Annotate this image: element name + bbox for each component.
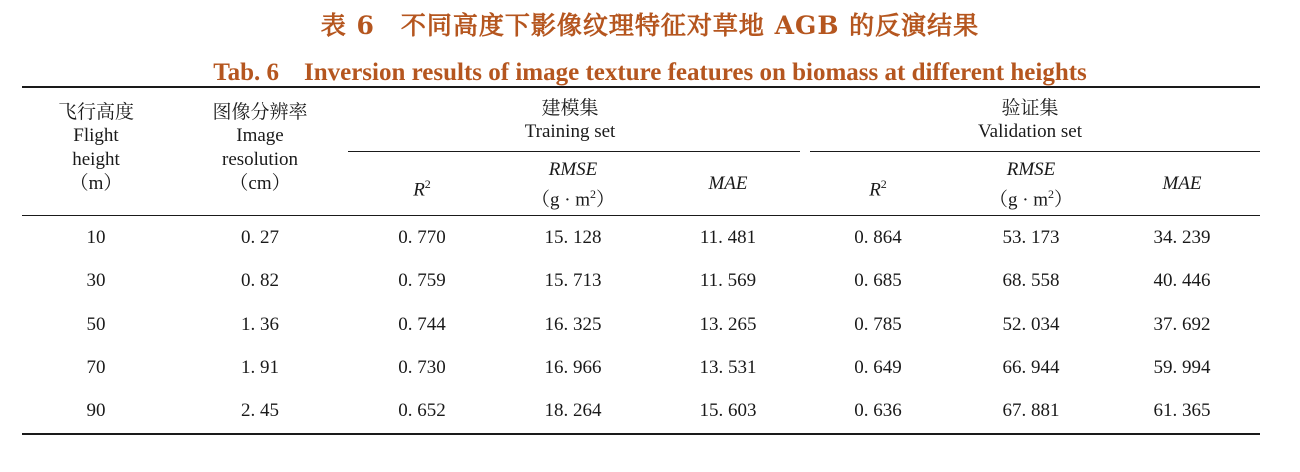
cell-train-mae: 13. 265 (699, 314, 757, 335)
header-training-set-en: Training set (524, 121, 616, 142)
rmse-unit-sup: 2 (590, 187, 597, 201)
header-training-r2 (372, 172, 472, 202)
header-validation-set-cn: 验证集 (1001, 97, 1059, 119)
cell-resolution: 0. 82 (241, 270, 279, 291)
cell-resolution: 1. 91 (241, 357, 279, 378)
cell-valid-r2: 0. 636 (854, 400, 902, 421)
cell-train-mae: 13. 531 (699, 357, 757, 378)
header-flight-height-unit: （m） (69, 173, 123, 194)
cell-train-r2: 0. 744 (398, 314, 446, 335)
header-flight-height-en1: Flight (73, 125, 119, 146)
cell-flight-height: 30 (86, 270, 106, 291)
header-training-set-cn: 建模集 (541, 97, 599, 119)
r2-label: R (413, 179, 425, 201)
cell-train-r2: 0. 652 (398, 400, 446, 421)
cell-resolution: 0. 27 (241, 227, 279, 248)
cell-valid-r2: 0. 785 (854, 314, 902, 335)
header-validation-set-en: Validation set (978, 121, 1082, 142)
header-bottom-rule (22, 215, 1260, 216)
rmse-unit (966, 182, 1096, 212)
r2-sup: 2 (880, 177, 887, 191)
rmse-unit-open: （g · m (988, 189, 1049, 211)
cell-train-rmse: 16. 325 (544, 314, 602, 335)
cell-resolution: 2. 45 (241, 400, 279, 421)
cell-train-rmse: 15. 713 (544, 270, 602, 291)
rmse-unit-sup: 2 (1048, 187, 1055, 201)
cell-valid-rmse: 52. 034 (1002, 314, 1060, 335)
header-flight-height-cn: 飞行高度 (57, 101, 134, 123)
cell-flight-height: 70 (86, 357, 106, 378)
cell-resolution: 1. 36 (241, 314, 279, 335)
r2-label: R (869, 179, 881, 201)
cell-train-rmse: 15. 128 (544, 227, 602, 248)
cell-valid-mae: 59. 994 (1153, 357, 1211, 378)
header-image-resolution-en2: resolution (222, 149, 298, 170)
cell-train-r2: 0. 770 (398, 227, 446, 248)
cell-flight-height: 90 (86, 400, 106, 421)
cell-valid-r2: 0. 649 (854, 357, 902, 378)
header-validation-set (940, 96, 1120, 144)
r2-sup: 2 (424, 177, 431, 191)
cell-valid-mae: 37. 692 (1153, 314, 1211, 335)
validation-group-line (810, 151, 1260, 152)
bottom-rule (22, 433, 1260, 435)
rmse-label: RMSE (1006, 159, 1056, 180)
header-training-mae: MAE (708, 173, 748, 194)
cell-train-mae: 11. 481 (699, 227, 757, 248)
cell-valid-mae: 34. 239 (1153, 227, 1211, 248)
header-validation-mae: MAE (1162, 173, 1202, 194)
caption-en: Tab. 6 Inversion results of image texture features on biomass at different heights (213, 59, 1087, 86)
cell-train-rmse: 16. 966 (544, 357, 602, 378)
cell-valid-rmse: 53. 173 (1002, 227, 1060, 248)
header-training-set (480, 96, 660, 144)
header-image-resolution-cn: 图像分辨率 (212, 101, 308, 123)
cell-valid-rmse: 67. 881 (1002, 400, 1060, 421)
header-validation-r2 (828, 172, 928, 202)
cell-valid-rmse: 66. 944 (1002, 357, 1060, 378)
cell-flight-height: 10 (86, 227, 106, 248)
cell-train-mae: 15. 603 (699, 400, 757, 421)
header-image-resolution (190, 100, 330, 196)
rmse-label: RMSE (548, 159, 598, 180)
rmse-unit-close: ） (1054, 189, 1074, 211)
header-image-resolution-en1: Image (236, 125, 284, 146)
header-image-resolution-unit: （cm） (229, 173, 291, 194)
cell-valid-mae: 61. 365 (1153, 400, 1211, 421)
training-group-line (348, 151, 800, 152)
cell-valid-r2: 0. 685 (854, 270, 902, 291)
header-training-rmse (508, 158, 638, 212)
caption-cn: 表 6 不同高度下影像纹理特征对草地 AGB 的反演结果 (320, 11, 980, 40)
cell-valid-r2: 0. 864 (854, 227, 902, 248)
header-flight-height (36, 100, 156, 196)
cell-valid-mae: 40. 446 (1153, 270, 1211, 291)
rmse-unit-open: （g · m (530, 189, 591, 211)
cell-train-r2: 0. 759 (398, 270, 446, 291)
header-flight-height-en2: height (72, 149, 120, 170)
top-rule (22, 86, 1260, 88)
cell-train-rmse: 18. 264 (544, 400, 602, 421)
cell-flight-height: 50 (86, 314, 106, 335)
rmse-unit-close: ） (596, 189, 616, 211)
cell-valid-rmse: 68. 558 (1002, 270, 1060, 291)
header-validation-rmse (966, 158, 1096, 212)
rmse-unit (508, 182, 638, 212)
cell-train-mae: 11. 569 (699, 270, 757, 291)
cell-train-r2: 0. 730 (398, 357, 446, 378)
